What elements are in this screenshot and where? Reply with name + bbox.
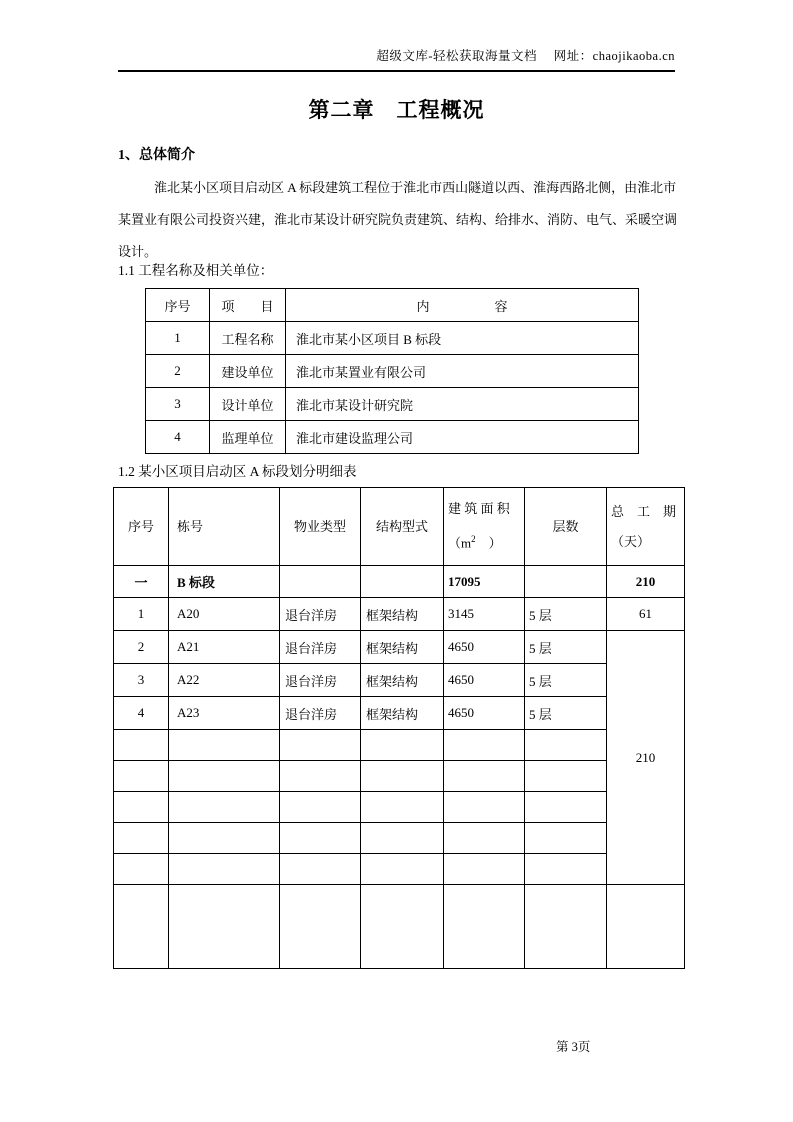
cell-empty — [444, 885, 525, 969]
empty-table-row — [114, 761, 685, 792]
column-header-content: 内 容 — [286, 289, 639, 322]
cell-seq: 1 — [114, 598, 169, 631]
table-row — [114, 664, 685, 697]
cell-duration: 210 — [607, 566, 685, 598]
cell-seq: 1 — [146, 322, 210, 355]
cell-empty — [444, 792, 525, 823]
cell-empty — [280, 761, 361, 792]
cell-area: 4650 — [444, 664, 525, 697]
cell-empty — [169, 730, 280, 761]
table-row — [146, 421, 639, 454]
cell-area: 4650 — [444, 631, 525, 664]
cell-empty — [361, 761, 444, 792]
cell-seq: 3 — [114, 664, 169, 697]
duration-header-label: 总 工 期 — [611, 503, 677, 519]
duration-header-unit: （天） — [611, 533, 651, 549]
cell-empty — [114, 792, 169, 823]
cell-empty — [444, 761, 525, 792]
table-header-row — [114, 488, 685, 566]
cell-seq: 3 — [146, 388, 210, 421]
cell-property-type: 退台洋房 — [280, 598, 361, 631]
column-header-property-type: 物业类型 — [280, 488, 361, 566]
empty-table-row — [114, 885, 685, 969]
cell-seq: 一 — [114, 566, 169, 598]
cell-empty — [169, 854, 280, 885]
cell-empty — [361, 823, 444, 854]
cell-empty — [169, 823, 280, 854]
cell-empty — [525, 792, 607, 823]
cell-seq: 4 — [146, 421, 210, 454]
column-header-seq: 序号 — [114, 488, 169, 566]
cell-empty — [361, 885, 444, 969]
cell-empty — [280, 854, 361, 885]
cell-seq: 2 — [114, 631, 169, 664]
cell-floors: 5 层 — [525, 631, 607, 664]
paragraph-line: 淮北某小区项目启动区 A 标段建筑工程位于淮北市西山隧道以西、淮海西路北侧，由淮北市 — [154, 180, 677, 195]
cell-property-type: 退台洋房 — [280, 664, 361, 697]
table-row — [146, 388, 639, 421]
cell-structure-type: 框架结构 — [361, 697, 444, 730]
column-header-structure-type: 结构型式 — [361, 488, 444, 566]
cell-empty — [444, 730, 525, 761]
empty-table-row — [114, 854, 685, 885]
cell-empty — [169, 761, 280, 792]
empty-table-row — [114, 823, 685, 854]
cell-empty — [525, 566, 607, 598]
cell-empty — [525, 854, 607, 885]
paragraph-line: 设计。 — [118, 244, 158, 259]
cell-building: A23 — [169, 697, 280, 730]
table-row — [146, 322, 639, 355]
cell-empty — [607, 885, 685, 969]
cell-content: 淮北市某小区项目 B 标段 — [286, 322, 639, 355]
cell-area: 17095 — [444, 566, 525, 598]
cell-empty — [280, 792, 361, 823]
table-row — [114, 697, 685, 730]
paragraph-line: 某置业有限公司投资兴建，淮北市某设计研究院负责建筑、结构、给排水、消防、电气、采暖空调 — [118, 212, 678, 227]
cell-item: 建设单位 — [210, 355, 286, 388]
cell-area: 4650 — [444, 697, 525, 730]
cell-content: 淮北市某置业有限公司 — [286, 355, 639, 388]
cell-merged-total-duration: 210 — [607, 631, 685, 885]
cell-seq: 2 — [146, 355, 210, 388]
cell-building: A22 — [169, 664, 280, 697]
section-heading-overview: 1、总体简介 — [118, 148, 195, 163]
cell-empty — [525, 823, 607, 854]
cell-property-type: 退台洋房 — [280, 697, 361, 730]
cell-building: A20 — [169, 598, 280, 631]
cell-area: 3145 — [444, 598, 525, 631]
overview-paragraph — [118, 172, 678, 268]
empty-table-row — [114, 792, 685, 823]
floor-area-header-unit: （$m^2$ ） — [448, 534, 502, 551]
cell-empty — [361, 854, 444, 885]
cell-structure-type: 框架结构 — [361, 664, 444, 697]
cell-empty — [525, 885, 607, 969]
cell-content: 淮北市建设监理公司 — [286, 421, 639, 454]
cell-structure-type: 框架结构 — [361, 631, 444, 664]
cell-empty — [280, 885, 361, 969]
cell-empty — [280, 823, 361, 854]
cell-floors: 5 层 — [525, 598, 607, 631]
column-header-building: 栋号 — [169, 488, 280, 566]
cell-floors: 5 层 — [525, 664, 607, 697]
cell-item: 设计单位 — [210, 388, 286, 421]
cell-property-type: 退台洋房 — [280, 631, 361, 664]
column-header-item: 项 目 — [210, 289, 286, 322]
cell-content: 淮北市某设计研究院 — [286, 388, 639, 421]
site-watermark-header: 超级文库-轻松获取海量文档 网址：chaojikaoba.cn — [376, 49, 675, 63]
column-header-floor-area — [444, 488, 525, 566]
empty-table-row — [114, 730, 685, 761]
page-number: 第 3页 — [556, 1040, 591, 1054]
cell-empty — [114, 730, 169, 761]
chapter-title: 第二章 工程概况 — [308, 98, 485, 122]
cell-empty — [114, 885, 169, 969]
cell-empty — [525, 761, 607, 792]
floor-area-header-label: 建 筑 面 积 — [448, 501, 510, 517]
table-header-row — [146, 289, 639, 322]
summary-row — [114, 566, 685, 598]
section-breakdown-table — [113, 487, 685, 969]
cell-item: 监理单位 — [210, 421, 286, 454]
table-row — [114, 631, 685, 664]
table-row — [146, 355, 639, 388]
header-divider — [118, 70, 675, 72]
cell-structure-type: 框架结构 — [361, 598, 444, 631]
cell-empty — [280, 566, 361, 598]
cell-empty — [114, 854, 169, 885]
cell-empty — [525, 730, 607, 761]
cell-empty — [169, 885, 280, 969]
cell-seq: 4 — [114, 697, 169, 730]
cell-item: 工程名称 — [210, 322, 286, 355]
cell-empty — [361, 730, 444, 761]
cell-empty — [361, 792, 444, 823]
cell-empty — [114, 761, 169, 792]
cell-building: B 标段 — [169, 566, 280, 598]
section-heading-1-2: 1.2 某小区项目启动区 A 标段划分明细表 — [118, 464, 357, 479]
table-row — [114, 598, 685, 631]
cell-empty — [361, 566, 444, 598]
column-header-floors: 层数 — [525, 488, 607, 566]
cell-empty — [444, 854, 525, 885]
section-heading-1-1: 1.1 工程名称及相关单位： — [118, 263, 274, 278]
project-info-table — [145, 288, 639, 454]
column-header-duration — [607, 488, 685, 566]
cell-empty — [444, 823, 525, 854]
cell-duration: 61 — [607, 598, 685, 631]
cell-empty — [114, 823, 169, 854]
cell-floors: 5 层 — [525, 697, 607, 730]
cell-building: A21 — [169, 631, 280, 664]
column-header-seq: 序号 — [146, 289, 210, 322]
cell-empty — [280, 730, 361, 761]
cell-empty — [169, 792, 280, 823]
